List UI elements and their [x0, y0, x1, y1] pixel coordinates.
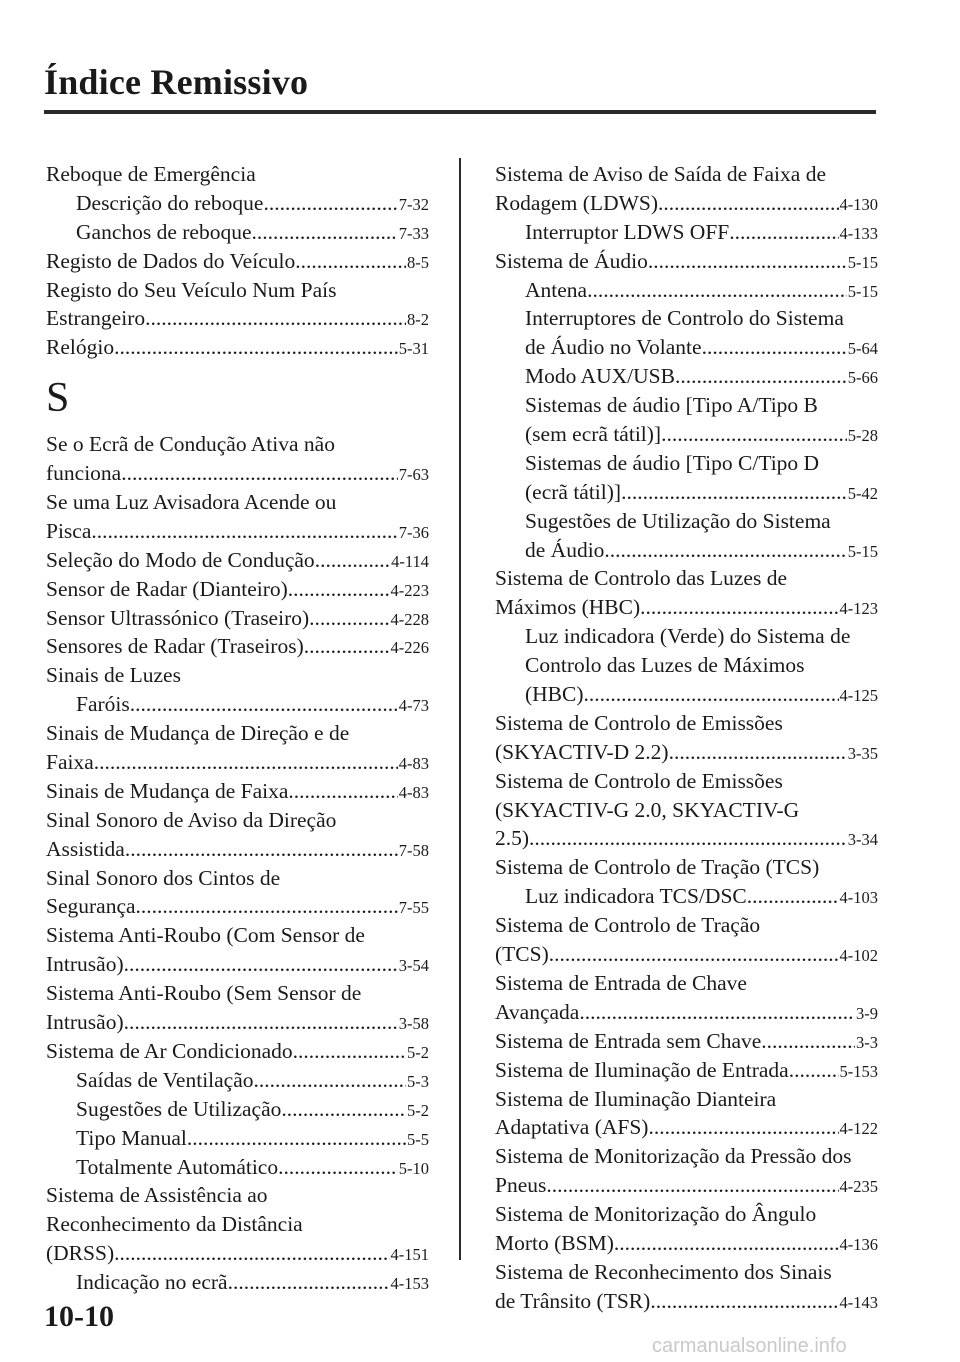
page-reference: 5-66 [847, 368, 878, 388]
page-reference: 7-55 [398, 898, 429, 918]
index-heading-line: Sistema de Controlo de Tração [495, 913, 761, 938]
index-heading-line: Sinais de Luzes [46, 663, 181, 688]
index-heading-line: Sistema de Reconhecimento dos Sinais [495, 1259, 832, 1284]
dot-leader [130, 690, 398, 719]
entry-text: Sinais de Mudança de Faixa [46, 778, 289, 803]
entry-text: (TCS) [495, 942, 549, 967]
index-entry [46, 604, 429, 633]
entry-text: Interruptor LDWS OFF [525, 219, 730, 244]
page-reference: 4-103 [839, 888, 878, 908]
index-heading-line: Sistema de Assistência ao [46, 1183, 268, 1208]
entry-text: de Áudio no Volante [525, 335, 702, 360]
index-entry [495, 1056, 878, 1085]
dot-leader [315, 546, 390, 575]
dot-leader [761, 1027, 855, 1056]
index-heading-line: (SKYACTIV-G 2.0, SKYACTIV-G [495, 797, 800, 822]
dot-leader [658, 189, 838, 218]
entry-text: Adaptativa (AFS) [495, 1115, 649, 1140]
index-entry [46, 1008, 429, 1037]
entry-text: Rodagem (LDWS) [495, 190, 659, 215]
entry-text: Sugestões de Utilização [76, 1096, 282, 1121]
index-entry [495, 738, 878, 767]
page-reference: 4-123 [839, 599, 878, 619]
index-entry [46, 333, 429, 362]
index-entry [46, 892, 429, 921]
column-divider [459, 158, 461, 1260]
dot-leader [789, 1056, 839, 1085]
dot-leader [263, 189, 397, 218]
entry-text: Saídas de Ventilação [76, 1067, 254, 1092]
watermark: carmanualsonline.info [652, 1335, 847, 1357]
index-heading-line: Reboque de Emergência [46, 162, 256, 186]
page-reference: 5-15 [847, 281, 878, 301]
dot-leader [288, 575, 390, 604]
page-reference: 4-226 [390, 638, 429, 658]
index-subentry [495, 276, 878, 305]
index-entry [46, 517, 429, 546]
entry-text: Antena [525, 277, 588, 302]
dot-leader [278, 1153, 398, 1182]
entry-text: Pneus [495, 1173, 547, 1198]
index-entry [46, 575, 429, 604]
index-entry [495, 1287, 878, 1316]
page-reference: 8-5 [407, 252, 429, 272]
index-subentry [46, 1268, 429, 1297]
entry-text: 2.5) [495, 826, 530, 851]
index-entry [46, 1239, 429, 1268]
index-entry [46, 459, 429, 488]
index-heading-line: Reconhecimento da Distância [46, 1212, 303, 1237]
entry-text: Registo de Dados do Veículo [46, 248, 296, 273]
dot-leader [281, 1095, 406, 1124]
index-subentry [495, 680, 878, 709]
page-reference: 4-235 [839, 1177, 878, 1197]
index-subentry [46, 1124, 429, 1153]
page-reference: 5-5 [407, 1129, 429, 1149]
page-reference: 3-35 [847, 743, 878, 763]
entry-text: Luz indicadora TCS/DSC [525, 884, 747, 909]
dot-leader [136, 892, 398, 921]
index-heading-line: Sistema Anti-Roubo (Sem Sensor de [46, 981, 362, 1006]
index-entry [46, 748, 429, 777]
index-entry [46, 950, 429, 979]
page-reference: 5-153 [839, 1061, 878, 1081]
entry-text: Intrusão) [46, 952, 124, 977]
index-heading-line: Sistema de Monitorização da Pressão dos [495, 1144, 852, 1169]
page-reference: 5-28 [847, 426, 878, 446]
dot-leader [640, 593, 838, 622]
entry-text: funciona [46, 461, 122, 486]
index-entry [46, 777, 429, 806]
page-reference: 4-153 [390, 1274, 429, 1294]
dot-leader [648, 1113, 838, 1142]
page-reference: 4-73 [398, 696, 429, 716]
entry-text: Ganchos de reboque [76, 219, 252, 244]
dot-leader [309, 604, 389, 633]
dot-leader [675, 362, 847, 391]
entry-text: Segurança [46, 894, 136, 919]
page-reference: 3-54 [398, 956, 429, 976]
dot-leader [669, 738, 847, 767]
page-reference: 5-15 [847, 252, 878, 272]
dot-leader [747, 882, 839, 911]
index-heading-line: Registo do Seu Veículo Num País [46, 277, 337, 302]
index-heading-line: Sistema de Controlo de Emissões [495, 768, 783, 793]
index-entry [46, 546, 429, 575]
entry-text: Pisca [46, 518, 92, 543]
page-reference: 5-3 [407, 1071, 429, 1091]
index-heading-line: Luz indicadora (Verde) do Sistema de [525, 624, 851, 649]
entry-text: Máximos (HBC) [495, 595, 641, 620]
entry-text: Sistema de Iluminação de Entrada [495, 1057, 789, 1082]
page-reference: 5-15 [847, 541, 878, 561]
entry-text: Sistema de Áudio [495, 248, 648, 273]
entry-text: Seleção do Modo de Condução [46, 547, 315, 572]
entry-text: Totalmente Automático [76, 1154, 279, 1179]
index-entry [495, 1113, 878, 1142]
page-reference: 5-42 [847, 483, 878, 503]
page-reference: 4-151 [390, 1245, 429, 1265]
page-reference: 4-122 [839, 1119, 878, 1139]
page-reference: 7-33 [398, 223, 429, 243]
entry-text: Tipo Manual [76, 1125, 187, 1150]
dot-leader [124, 1008, 398, 1037]
index-subentry [495, 218, 878, 247]
page-reference: 5-2 [407, 1100, 429, 1120]
dot-leader [529, 824, 847, 853]
index-entry [46, 304, 429, 333]
entry-text: Sensor Ultrassónico (Traseiro) [46, 605, 310, 630]
dot-leader [604, 536, 846, 565]
section-letter: S [46, 375, 70, 422]
index-entry [46, 1037, 429, 1066]
dot-leader [254, 1066, 406, 1095]
page-reference: 4-83 [398, 782, 429, 802]
page-reference: 4-83 [398, 754, 429, 774]
index-column-left [46, 160, 429, 1297]
dot-leader [579, 998, 855, 1027]
index-subentry [495, 478, 878, 507]
dot-leader [587, 276, 847, 305]
page-reference: 7-36 [398, 522, 429, 542]
index-subentry [46, 690, 429, 719]
entry-text: Assistida [46, 836, 125, 861]
index-heading-line: Sistema Anti-Roubo (Com Sensor de [46, 923, 365, 948]
page-reference: 7-58 [398, 840, 429, 860]
entry-text: Faixa [46, 750, 94, 775]
index-heading-line: Sistema de Controlo de Emissões [495, 710, 783, 735]
dot-leader [91, 517, 397, 546]
entry-text: Indicação no ecrã [76, 1270, 228, 1295]
index-entry [495, 1229, 878, 1258]
index-heading-line: Sistema de Monitorização do Ângulo [495, 1202, 817, 1227]
index-subentry [46, 1095, 429, 1124]
index-entry [495, 940, 878, 969]
page-reference: 3-34 [847, 830, 878, 850]
index-heading-line: Interruptores de Controlo do Sistema [525, 306, 844, 331]
page-reference: 3-3 [856, 1032, 878, 1052]
entry-text: Faróis [76, 692, 130, 717]
index-entry [46, 247, 429, 276]
page-reference: 4-143 [839, 1292, 878, 1312]
page-reference: 4-223 [390, 580, 429, 600]
index-heading-line: Sugestões de Utilização do Sistema [525, 508, 831, 533]
dot-leader [614, 1229, 839, 1258]
entry-text: de Trânsito (TSR) [495, 1288, 651, 1313]
index-subentry [495, 882, 878, 911]
index-heading-line: Sinais de Mudança de Direção e de [46, 721, 350, 746]
index-heading-line: Se o Ecrã de Condução Ativa não [46, 432, 335, 457]
dot-leader [114, 1239, 389, 1268]
entry-text: (SKYACTIV-D 2.2) [495, 739, 669, 764]
page-reference: 4-125 [839, 686, 878, 706]
page-reference: 7-32 [398, 194, 429, 214]
page-reference: 4-102 [839, 946, 878, 966]
index-heading-line: Sinal Sonoro dos Cintos de [46, 865, 281, 890]
index-subentry [495, 536, 878, 565]
dot-leader [661, 420, 847, 449]
entry-text: Sensores de Radar (Traseiros) [46, 634, 304, 659]
page-reference: 5-31 [398, 339, 429, 359]
entry-text: (ecrã tátil)] [525, 479, 622, 504]
index-entry [495, 189, 878, 218]
dot-leader [114, 333, 398, 362]
entry-text: Sistema de Entrada sem Chave [495, 1028, 762, 1053]
index-column-right [495, 160, 878, 1316]
entry-text: de Áudio [525, 537, 605, 562]
dot-leader [125, 835, 398, 864]
dot-leader [228, 1268, 390, 1297]
index-subentry [46, 1153, 429, 1182]
page-title: Índice Remissivo [44, 62, 309, 102]
index-subentry [495, 362, 878, 391]
entry-text: Morto (BSM) [495, 1230, 614, 1255]
entry-text: Descrição do reboque [76, 190, 264, 215]
entry-text: Relógio [46, 335, 115, 360]
index-entry [495, 593, 878, 622]
page-reference: 5-2 [407, 1042, 429, 1062]
dot-leader [124, 950, 398, 979]
index-heading-line: Controlo das Luzes de Máximos [525, 653, 805, 678]
index-heading-line: Sistemas de áudio [Tipo C/Tipo D [525, 450, 820, 475]
entry-text: Avançada [495, 999, 580, 1024]
entry-text: Sensor de Radar (Dianteiro) [46, 576, 288, 601]
index-heading-line: Sistema de Iluminação Dianteira [495, 1086, 777, 1111]
entry-text: Estrangeiro [46, 306, 146, 331]
page-reference: 4-114 [391, 551, 429, 571]
entry-text: Modo AUX/USB [525, 364, 675, 389]
page-reference: 4-136 [839, 1234, 878, 1254]
dot-leader [549, 940, 839, 969]
page-reference: 5-10 [398, 1158, 429, 1178]
index-heading-line: Sistema de Aviso de Saída de Faixa de [495, 162, 826, 186]
dot-leader [546, 1171, 838, 1200]
page-number: 10-10 [44, 1300, 114, 1333]
dot-leader [94, 748, 398, 777]
index-subentry [46, 218, 429, 247]
dot-leader [121, 459, 398, 488]
dot-leader [187, 1124, 406, 1153]
entry-text: (HBC) [525, 682, 584, 707]
index-entry [495, 998, 878, 1027]
dot-leader [293, 1037, 406, 1066]
page-reference: 5-64 [847, 339, 878, 359]
dot-leader [584, 680, 839, 709]
index-entry [46, 835, 429, 864]
index-entry [495, 1027, 878, 1056]
dot-leader [252, 218, 398, 247]
page-reference: 7-63 [398, 465, 429, 485]
dot-leader [729, 218, 838, 247]
dot-leader [304, 632, 390, 661]
index-heading-line: Se uma Luz Avisadora Acende ou [46, 490, 337, 515]
dot-leader [702, 333, 847, 362]
title-underline [44, 110, 876, 114]
index-heading-line: Sistemas de áudio [Tipo A/Tipo B [525, 393, 818, 418]
entry-text: Intrusão) [46, 1010, 124, 1035]
index-heading-line: Sistema de Controlo de Tração (TCS) [495, 855, 820, 880]
dot-leader [650, 1287, 838, 1316]
entry-text: (sem ecrã tátil)] [525, 422, 662, 447]
entry-text: (DRSS) [46, 1241, 115, 1266]
dot-leader [648, 247, 847, 276]
index-subentry [495, 420, 878, 449]
page-reference: 3-58 [398, 1014, 429, 1034]
page-reference: 4-133 [839, 223, 878, 243]
index-heading-line: Sinal Sonoro de Aviso da Direção [46, 807, 337, 832]
dot-leader [145, 304, 406, 333]
index-heading-line: Sistema de Controlo das Luzes de [495, 566, 787, 591]
dot-leader [621, 478, 847, 507]
entry-text: Sistema de Ar Condicionado [46, 1038, 293, 1063]
index-subentry [495, 333, 878, 362]
index-subentry [46, 189, 429, 218]
index-entry [495, 824, 878, 853]
index-heading-line: Sistema de Entrada de Chave [495, 970, 747, 995]
page-reference: 4-130 [839, 194, 878, 214]
index-entry [495, 247, 878, 276]
page-reference: 4-228 [390, 609, 429, 629]
dot-leader [295, 247, 406, 276]
index-entry [495, 1171, 878, 1200]
index-subentry [46, 1066, 429, 1095]
dot-leader [288, 777, 397, 806]
page-reference: 3-9 [856, 1003, 878, 1023]
page-reference: 8-2 [407, 310, 429, 330]
index-entry [46, 632, 429, 661]
